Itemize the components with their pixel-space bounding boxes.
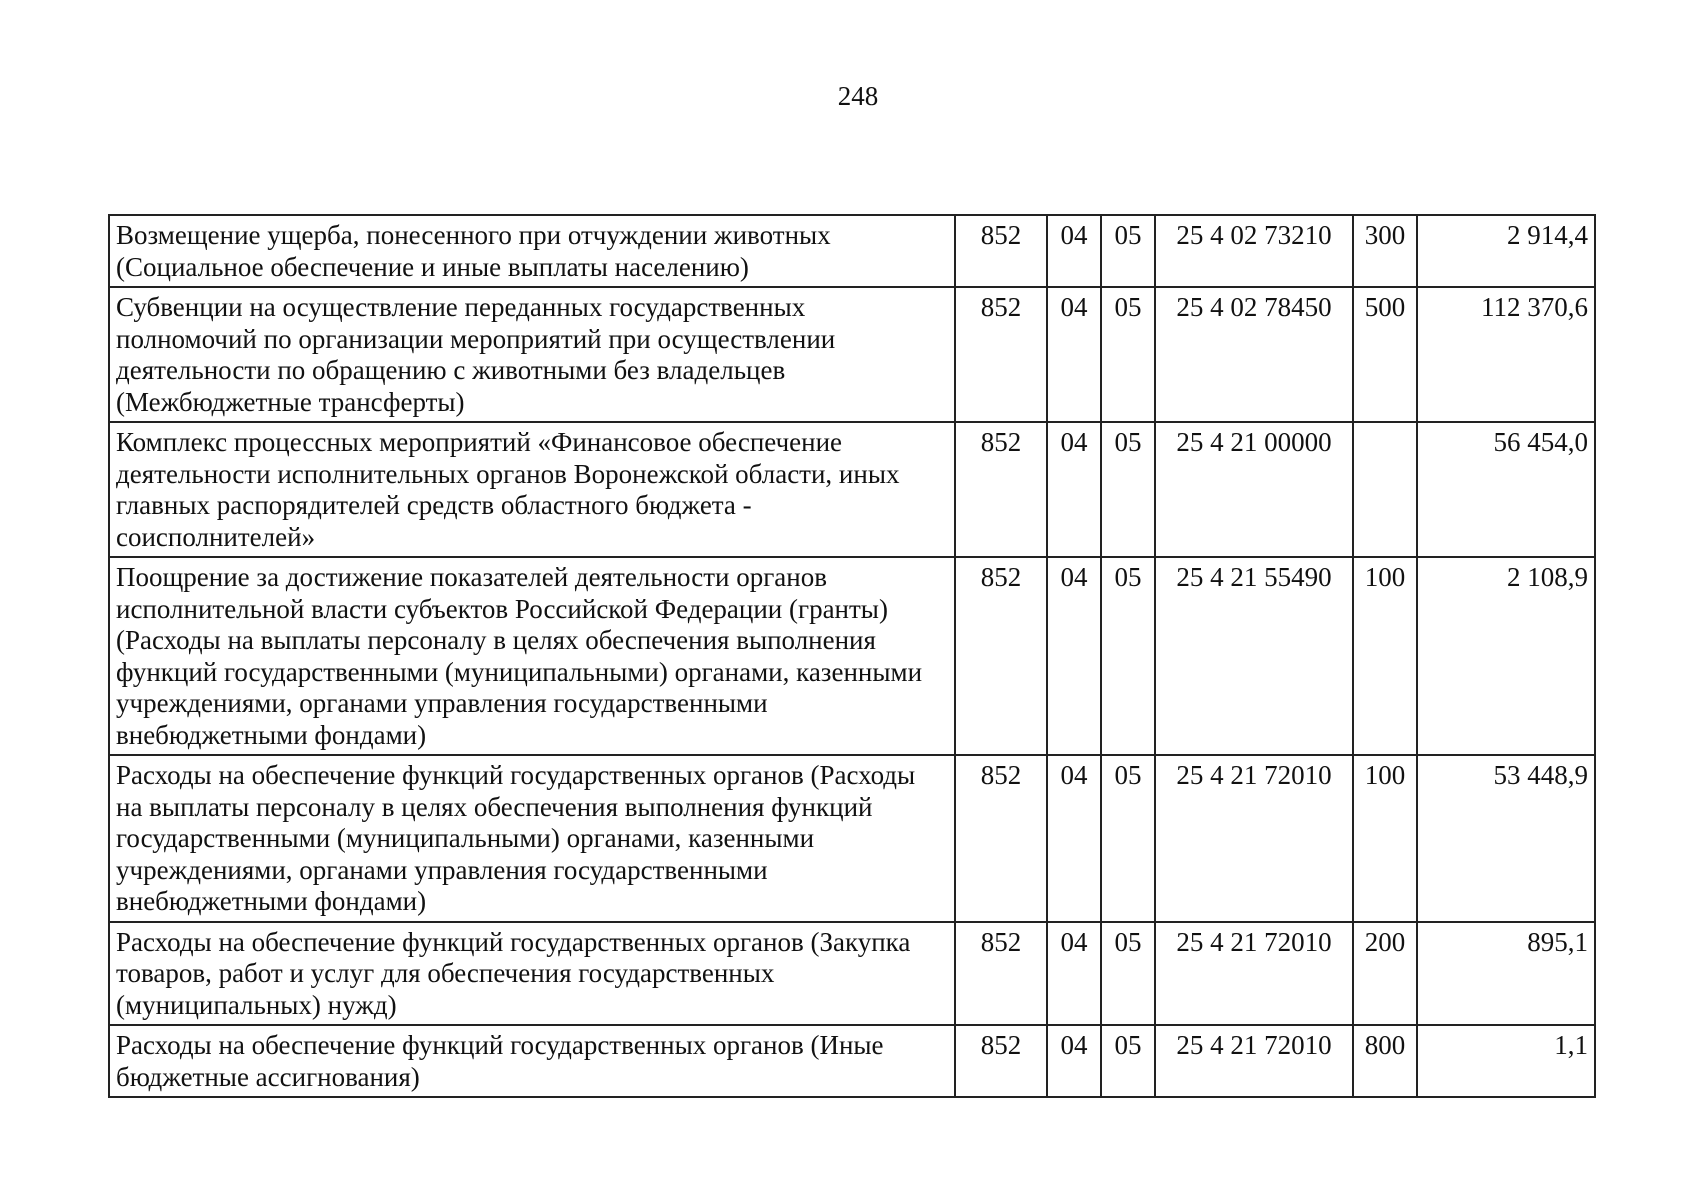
amount-cell: 53 448,9 [1417,755,1595,922]
expense-type-cell: 100 [1353,755,1417,922]
expense-type-cell: 500 [1353,287,1417,422]
table-row [109,1025,1595,1097]
table-row [109,422,1595,557]
budget-table [108,214,1596,1098]
target-article-cell: 25 4 02 78450 [1155,287,1353,422]
amount-cell: 895,1 [1417,922,1595,1026]
expense-type-cell: 200 [1353,922,1417,1026]
expense-name-cell: Комплекс процессных мероприятий «Финансовое обеспечение деятельности исполнительных органов Воронежской области, иных главных распорядителей средств областного бюджета - соисполнителей» [109,422,955,557]
expense-type-cell: 300 [1353,215,1417,287]
amount-cell: 2 108,9 [1417,557,1595,755]
grbs-cell: 852 [955,422,1047,557]
section-cell: 04 [1047,1025,1101,1097]
subsection-cell: 05 [1101,215,1155,287]
amount-cell: 56 454,0 [1417,422,1595,557]
grbs-cell: 852 [955,215,1047,287]
amount-cell: 1,1 [1417,1025,1595,1097]
subsection-cell: 05 [1101,1025,1155,1097]
target-article-cell: 25 4 21 72010 [1155,922,1353,1026]
table-row [109,922,1595,1026]
expense-name-cell: Расходы на обеспечение функций государственных органов (Расходы на выплаты персоналу в целях обеспечения выполнения функций государственными (муниципальными) органами, казенными учреждениями, органами управления государственными внебюджетными фондами) [109,755,955,922]
table-row [109,755,1595,922]
section-cell: 04 [1047,557,1101,755]
target-article-cell: 25 4 02 73210 [1155,215,1353,287]
expense-name-cell: Субвенции на осуществление переданных государственных полномочий по организации мероприятий при осуществлении деятельности по обращению с животными без владельцев (Межбюджетные трансферты) [109,287,955,422]
section-cell: 04 [1047,422,1101,557]
expense-type-cell: 800 [1353,1025,1417,1097]
amount-cell: 2 914,4 [1417,215,1595,287]
expense-name-cell: Расходы на обеспечение функций государственных органов (Закупка товаров, работ и услуг для обеспечения государственных (муниципальных) нужд) [109,922,955,1026]
expense-name-cell: Расходы на обеспечение функций государственных органов (Иные бюджетные ассигнования) [109,1025,955,1097]
section-cell: 04 [1047,922,1101,1026]
target-article-cell: 25 4 21 55490 [1155,557,1353,755]
section-cell: 04 [1047,287,1101,422]
expense-name-cell: Возмещение ущерба, понесенного при отчуждении животных (Социальное обеспечение и иные выплаты населению) [109,215,955,287]
target-article-cell: 25 4 21 72010 [1155,755,1353,922]
target-article-cell: 25 4 21 72010 [1155,1025,1353,1097]
grbs-cell: 852 [955,755,1047,922]
section-cell: 04 [1047,755,1101,922]
target-article-cell: 25 4 21 00000 [1155,422,1353,557]
amount-cell: 112 370,6 [1417,287,1595,422]
subsection-cell: 05 [1101,922,1155,1026]
grbs-cell: 852 [955,1025,1047,1097]
subsection-cell: 05 [1101,755,1155,922]
expense-name-cell: Поощрение за достижение показателей деятельности органов исполнительной власти субъектов Российской Федерации (гранты) (Расходы на выплаты персоналу в целях обеспечения выполнения функций государственными (муниципальными) органами, казенными учреждениями, органами управления государственными внебюджетными фондами) [109,557,955,755]
subsection-cell: 05 [1101,422,1155,557]
subsection-cell: 05 [1101,287,1155,422]
grbs-cell: 852 [955,557,1047,755]
expense-type-cell: 100 [1353,557,1417,755]
table-row [109,287,1595,422]
grbs-cell: 852 [955,287,1047,422]
table-row [109,557,1595,755]
table-row [109,215,1595,287]
grbs-cell: 852 [955,922,1047,1026]
expense-type-cell [1353,422,1417,557]
page-number: 248 [837,81,879,111]
subsection-cell: 05 [1101,557,1155,755]
section-cell: 04 [1047,215,1101,287]
